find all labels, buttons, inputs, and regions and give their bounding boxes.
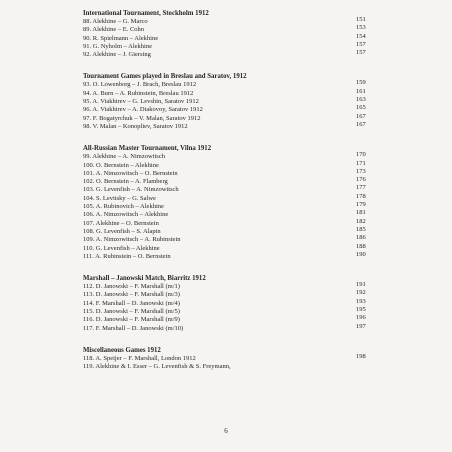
page-ref: 151 bbox=[356, 16, 366, 23]
game-title: 90. R. Spielmann – Alekhine bbox=[83, 34, 159, 42]
page-ref: 178 bbox=[356, 192, 366, 200]
toc-entry bbox=[83, 192, 373, 203]
game-title: 109. A. Nimzowitsch – A. Rubinstein bbox=[83, 236, 181, 244]
page-ref: 167 bbox=[356, 112, 366, 120]
contents-list bbox=[83, 10, 373, 372]
toc-entry bbox=[83, 250, 373, 261]
section-gap bbox=[83, 59, 373, 73]
toc-entry bbox=[83, 167, 373, 178]
section-heading: International Tournament, Stockholm 1912 bbox=[83, 10, 209, 17]
game-title: 88. Alekhine – G. Marco bbox=[83, 18, 148, 25]
game-title: 113. D. Janowski – F. Marshall (m/3) bbox=[83, 291, 180, 299]
game-title: 111. A. Rubinstein – O. Bernstein bbox=[83, 252, 171, 260]
toc-section bbox=[83, 275, 373, 333]
page-ref: 170 bbox=[356, 151, 366, 159]
toc-entry bbox=[83, 211, 373, 219]
page-ref: 186 bbox=[356, 234, 366, 242]
toc-entry bbox=[83, 283, 373, 291]
section-gap bbox=[83, 131, 373, 145]
game-title: 110. G. Levenfish – Alekhine bbox=[83, 244, 160, 252]
toc-entry bbox=[83, 291, 373, 299]
page-ref: 195 bbox=[356, 306, 366, 314]
toc-entry bbox=[83, 217, 373, 228]
toc-entry bbox=[83, 242, 373, 253]
toc-entry bbox=[83, 98, 373, 106]
game-title: 102. O. Bernstein – A. Flamberg bbox=[83, 178, 168, 186]
page-ref: 163 bbox=[356, 96, 366, 104]
page-ref: 176 bbox=[356, 176, 366, 184]
section-heading: Miscellaneous Games 1912 bbox=[83, 346, 161, 354]
toc-entry bbox=[83, 112, 373, 123]
game-title: 117. F. Marshall – D. Janowski (m/10) bbox=[83, 324, 184, 332]
toc-entry bbox=[83, 120, 373, 131]
section-heading: Tournament Games played in Breslau and Saratov, 1912 bbox=[83, 73, 247, 81]
game-title: 98. V. Malan – Konopliev, Saratov 1912 bbox=[83, 122, 188, 130]
game-title: 99. Alekhine – A. Nimzowitsch bbox=[83, 153, 165, 161]
page-ref: 159 bbox=[356, 79, 366, 87]
toc-section bbox=[83, 347, 373, 372]
page-ref: 179 bbox=[356, 201, 366, 209]
game-title: 96. A. Viakhirev – A. Diakovoy, Saratov 1912 bbox=[83, 106, 203, 114]
game-title: 100. O. Bernstein – Alekhine bbox=[83, 161, 159, 169]
toc-entry bbox=[83, 81, 373, 89]
game-title: 94. A. Burn – A. Rubinstein, Breslau 1912 bbox=[83, 89, 194, 97]
toc-section bbox=[83, 73, 373, 131]
toc-entry bbox=[83, 51, 373, 59]
toc-entry bbox=[83, 32, 373, 43]
game-title: 118. A. Speijer – F. Marshall, London 1912 bbox=[83, 354, 196, 362]
page-ref: 177 bbox=[356, 184, 366, 192]
game-title: 91. G. Nyholm – Alekhine bbox=[83, 42, 152, 50]
section-heading: Marshall – Janowski Match, Biarritz 1912 bbox=[83, 275, 206, 283]
game-title: 107. Alekhine – O. Bernstein bbox=[83, 219, 159, 227]
toc-entry bbox=[83, 106, 373, 114]
toc-entry bbox=[83, 40, 373, 51]
toc-entry bbox=[83, 159, 373, 170]
game-title: 116. D. Janowski – F. Marshall (m/9) bbox=[83, 316, 180, 324]
game-title: 108. G. Levenfish – S. Alapin bbox=[83, 227, 161, 235]
page-ref: 161 bbox=[356, 87, 366, 95]
page-ref: 188 bbox=[356, 242, 366, 250]
toc-entry bbox=[83, 352, 373, 363]
page-ref: 198 bbox=[356, 352, 366, 360]
game-title: 97. F. Bogatyrchuk – V. Malan, Saratov 1912 bbox=[83, 114, 201, 122]
page-ref: 190 bbox=[356, 250, 366, 258]
game-title: 93. O. Lowenborg – J. Brach, Breslau 1912 bbox=[83, 81, 197, 89]
toc-entry bbox=[83, 308, 373, 316]
page-ref: 197 bbox=[356, 322, 366, 330]
toc-entry bbox=[83, 316, 373, 324]
page-ref: 185 bbox=[356, 225, 366, 233]
toc-entry bbox=[83, 186, 373, 194]
toc-entry bbox=[83, 225, 373, 236]
section-heading: All-Russian Master Tournament, Vilna 1912 bbox=[83, 145, 212, 153]
page-ref: 153 bbox=[356, 24, 366, 32]
game-title: 105. A. Rubinovich – Alekhine bbox=[83, 203, 164, 211]
page-ref: 196 bbox=[356, 314, 366, 322]
toc-entry bbox=[83, 297, 373, 308]
game-title: 106. A. Nimzowitsch – Alekhine bbox=[83, 211, 169, 219]
page-ref: 157 bbox=[356, 40, 366, 48]
page-ref: 154 bbox=[356, 32, 366, 40]
page-ref: 165 bbox=[356, 104, 366, 112]
page-ref: 182 bbox=[356, 217, 366, 225]
toc-entry bbox=[83, 87, 373, 98]
game-title: 104. S. Levitsky – G. Salwe bbox=[83, 194, 156, 202]
toc-section bbox=[83, 10, 373, 59]
game-title: 112. D. Janowski – F. Marshall (m/1) bbox=[83, 283, 180, 291]
game-title: 92. Alekhine – J. Giersing bbox=[83, 51, 151, 59]
page-ref: 191 bbox=[356, 281, 366, 289]
page-ref: 192 bbox=[356, 289, 366, 297]
toc-entry bbox=[83, 363, 373, 371]
page-ref: 157 bbox=[356, 49, 366, 57]
game-title: 103. G. Levenfish – A. Nimzowitsch bbox=[83, 186, 179, 194]
page-ref: 193 bbox=[356, 297, 366, 305]
game-title: 89. Alekhine – E. Cohn bbox=[83, 26, 145, 34]
game-title: 95. A. Viakhirev – G. Levshin, Saratov 1912 bbox=[83, 98, 199, 106]
toc-entry bbox=[83, 203, 373, 211]
section-gap bbox=[83, 333, 373, 347]
game-title: 115. D. Janowski – F. Marshall (m/5) bbox=[83, 308, 180, 316]
toc-entry bbox=[83, 236, 373, 244]
page-ref: 171 bbox=[356, 159, 366, 167]
toc-entry bbox=[83, 18, 373, 26]
toc-section bbox=[83, 145, 373, 261]
game-title: 114. F. Marshall – D. Janowski (m/4) bbox=[83, 299, 180, 307]
page-number: 6 bbox=[224, 427, 228, 435]
page-ref: 173 bbox=[356, 167, 366, 175]
game-title: 119. Alekhine & I. Esser – G. Levenfish & S. Freymann, bbox=[83, 363, 231, 371]
toc-entry bbox=[83, 178, 373, 186]
section-gap bbox=[83, 261, 373, 275]
toc-entry bbox=[83, 153, 373, 161]
page-ref: 181 bbox=[356, 209, 366, 217]
toc-entry bbox=[83, 26, 373, 34]
page-ref: 167 bbox=[356, 120, 366, 128]
game-title: 101. A. Nimzowitsch – O. Bernstein bbox=[83, 169, 178, 177]
toc-entry bbox=[83, 322, 373, 333]
